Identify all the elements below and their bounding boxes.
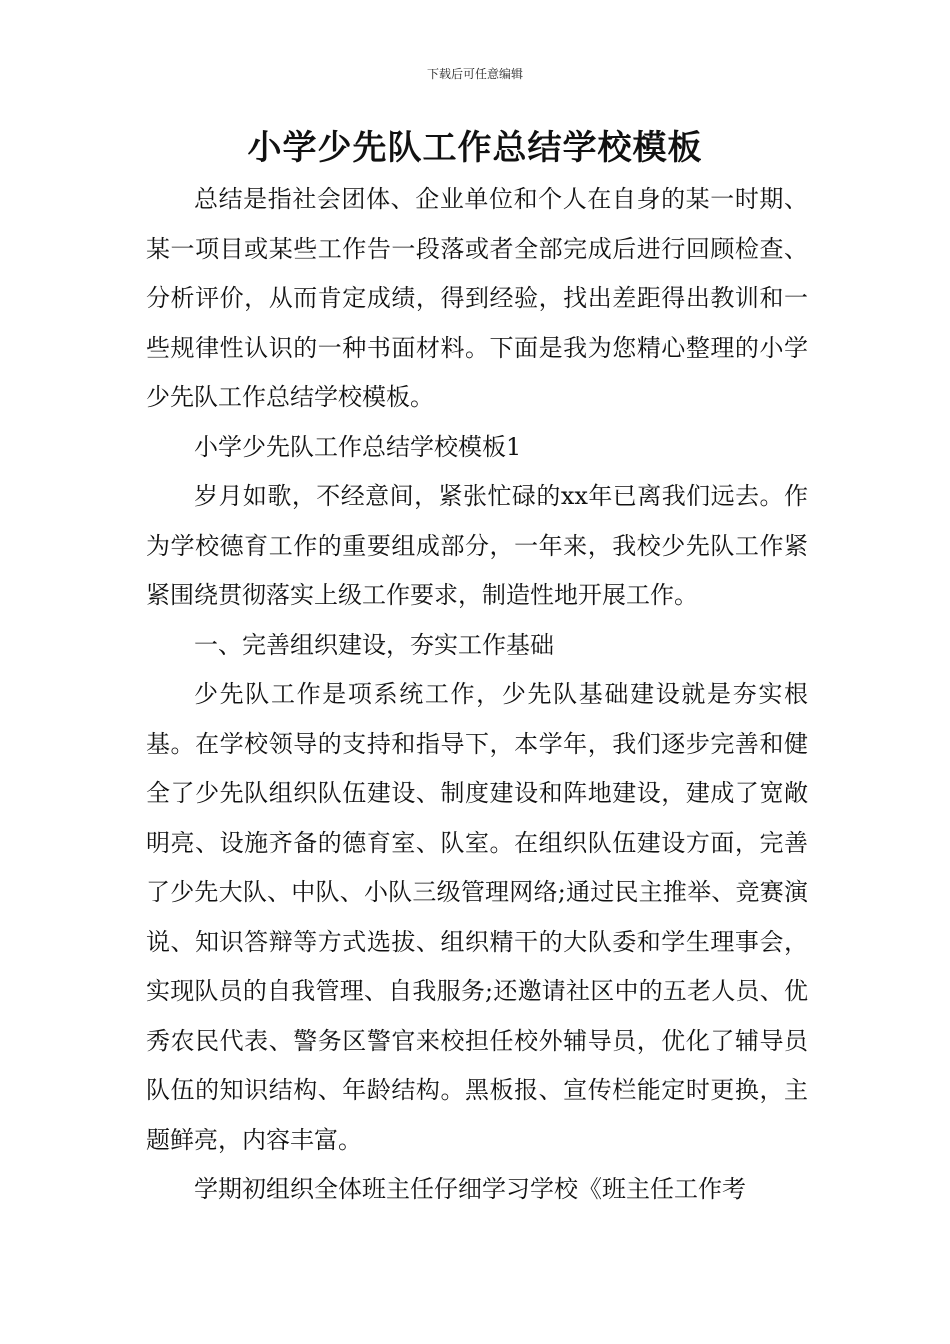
- paragraph-opening: 岁月如歌，不经意间，紧张忙碌的xx年已离我们远去。作为学校德育工作的重要组成部分，一年来，我校少先队工作紧紧围绕贯彻落实上级工作要求，制造性地开展工作。: [146, 482, 808, 609]
- header-note: 下载后可任意编辑: [426, 67, 523, 81]
- section-title: 小学少先队工作总结学校模板1: [194, 432, 522, 461]
- paragraph-continued: 学期初组织全体班主任仔细学习学校《班主任工作考: [194, 1175, 746, 1203]
- document-title: 小学少先队工作总结学校模板: [247, 128, 703, 168]
- section-heading: 一、完善组织建设，夯实工作基础: [194, 630, 554, 659]
- paragraph-intro: 总结是指社会团体、企业单位和个人在自身的某一时期、某一项目或某些工作告一段落或者全部完成后进行回顾检查、分析评价，从而肯定成绩，得到经验，找出差距得出教训和一些规律性认识的一种书面材料。下面是我为您精心整理的小学少先队工作总结学校模板。: [146, 185, 808, 411]
- paragraph-organization: 少先队工作是项系统工作，少先队基础建设就是夯实根基。在学校领导的支持和指导下，本学年，我们逐步完善和健全了少先队组织队伍建设、制度建设和阵地建设，建成了宽敞明亮、设施齐备的德育室、队室。在组织队伍建设方面，完善了少先大队、中队、小队三级管理网络;通过民主推举、竞赛演说、知识答辩等方式选拔、组织精干的大队委和学生理事会，实现队员的自我管理、自我服务;还邀请社区中的五老人员、优秀农民代表、警务区警官来校担任校外辅导员，优化了辅导员队伍的知识结构、年龄结构。黑板报、宣传栏能定时更换，主题鲜亮，内容丰富。: [146, 680, 808, 1154]
- document-body: [146, 175, 808, 1215]
